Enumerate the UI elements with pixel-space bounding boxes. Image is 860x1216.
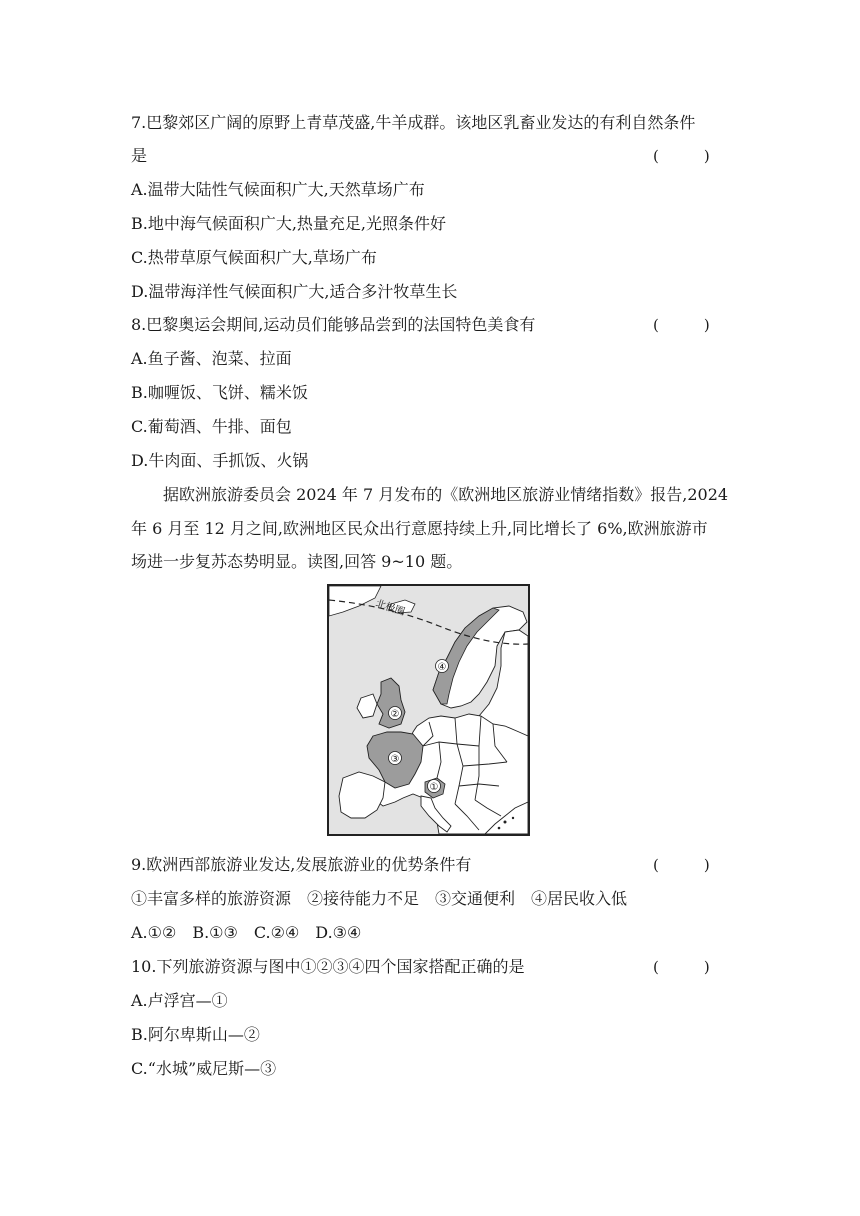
- q7-option-d: D.温带海洋性气候面积广大,适合多汁牧草生长: [131, 282, 458, 301]
- map-island: [498, 827, 501, 830]
- map-island: [504, 821, 507, 824]
- q8-option-c: C.葡萄酒、牛排、面包: [131, 417, 292, 436]
- marker-4-label: ④: [437, 662, 447, 673]
- q7-option-b: B.地中海气候面积广大,热量充足,光照条件好: [131, 214, 447, 233]
- q10-option-c: C.“水城”威尼斯—③: [131, 1059, 277, 1078]
- marker-1-label: ①: [429, 782, 439, 793]
- q10-option-a: A.卢浮宫—①: [131, 991, 228, 1010]
- passage-line3: 场进一步复苏态势明显。读图,回答 9~10 题。: [131, 552, 463, 571]
- passage-line2: 年 6 月至 12 月之间,欧洲地区民众出行意愿持续上升,同比增长了 6%,欧洲旅游市: [131, 519, 708, 538]
- europe-map: [327, 584, 530, 836]
- marker-2-label: ②: [390, 709, 400, 720]
- q9-answer-bracket: ( ): [653, 856, 710, 874]
- q8-option-d: D.牛肉面、手抓饭、火锅: [131, 451, 309, 470]
- q9-stem: 9.欧洲西部旅游业发达,发展旅游业的优势条件有: [131, 855, 472, 874]
- passage-line1: 据欧洲旅游委员会 2024 年 7 月发布的《欧洲地区旅游业情绪指数》报告,2024: [163, 485, 729, 504]
- marker-3: [389, 752, 402, 766]
- q7-answer-bracket: ( ): [653, 147, 710, 165]
- q10-stem: 10.下列旅游资源与图中①②③④四个国家搭配正确的是: [131, 957, 525, 976]
- q8-option-b: B.咖喱饭、飞饼、糯米饭: [131, 383, 308, 402]
- marker-1: [428, 780, 441, 794]
- q10-answer-bracket: ( ): [653, 958, 710, 976]
- marker-4: [436, 660, 449, 674]
- q7-option-c: C.热带草原气候面积广大,草场广布: [131, 248, 377, 267]
- q9-choices: ①丰富多样的旅游资源 ②接待能力不足 ③交通便利 ④居民收入低: [131, 889, 628, 908]
- q10-option-b: B.阿尔卑斯山—②: [131, 1025, 260, 1044]
- q8-option-a: A.鱼子酱、泡菜、拉面: [131, 349, 292, 368]
- q9-options: A.①② B.①③ C.②④ D.③④: [131, 923, 362, 942]
- q7-stem-line2: 是: [131, 146, 148, 165]
- europe-map-svg: [329, 586, 528, 834]
- arctic-circle-label: 北极圈: [374, 598, 407, 619]
- q7-option-a: A.温带大陆性气候面积广大,天然草场广布: [131, 180, 425, 199]
- marker-3-label: ③: [390, 754, 400, 765]
- q8-answer-bracket: ( ): [653, 316, 710, 334]
- map-island: [512, 817, 514, 819]
- q7-stem-line1: 7.巴黎郊区广阔的原野上青草茂盛,牛羊成群。该地区乳畜业发达的有利自然条件: [131, 113, 696, 132]
- marker-2: [389, 707, 402, 721]
- q8-stem: 8.巴黎奥运会期间,运动员们能够品尝到的法国特色美食有: [131, 315, 536, 334]
